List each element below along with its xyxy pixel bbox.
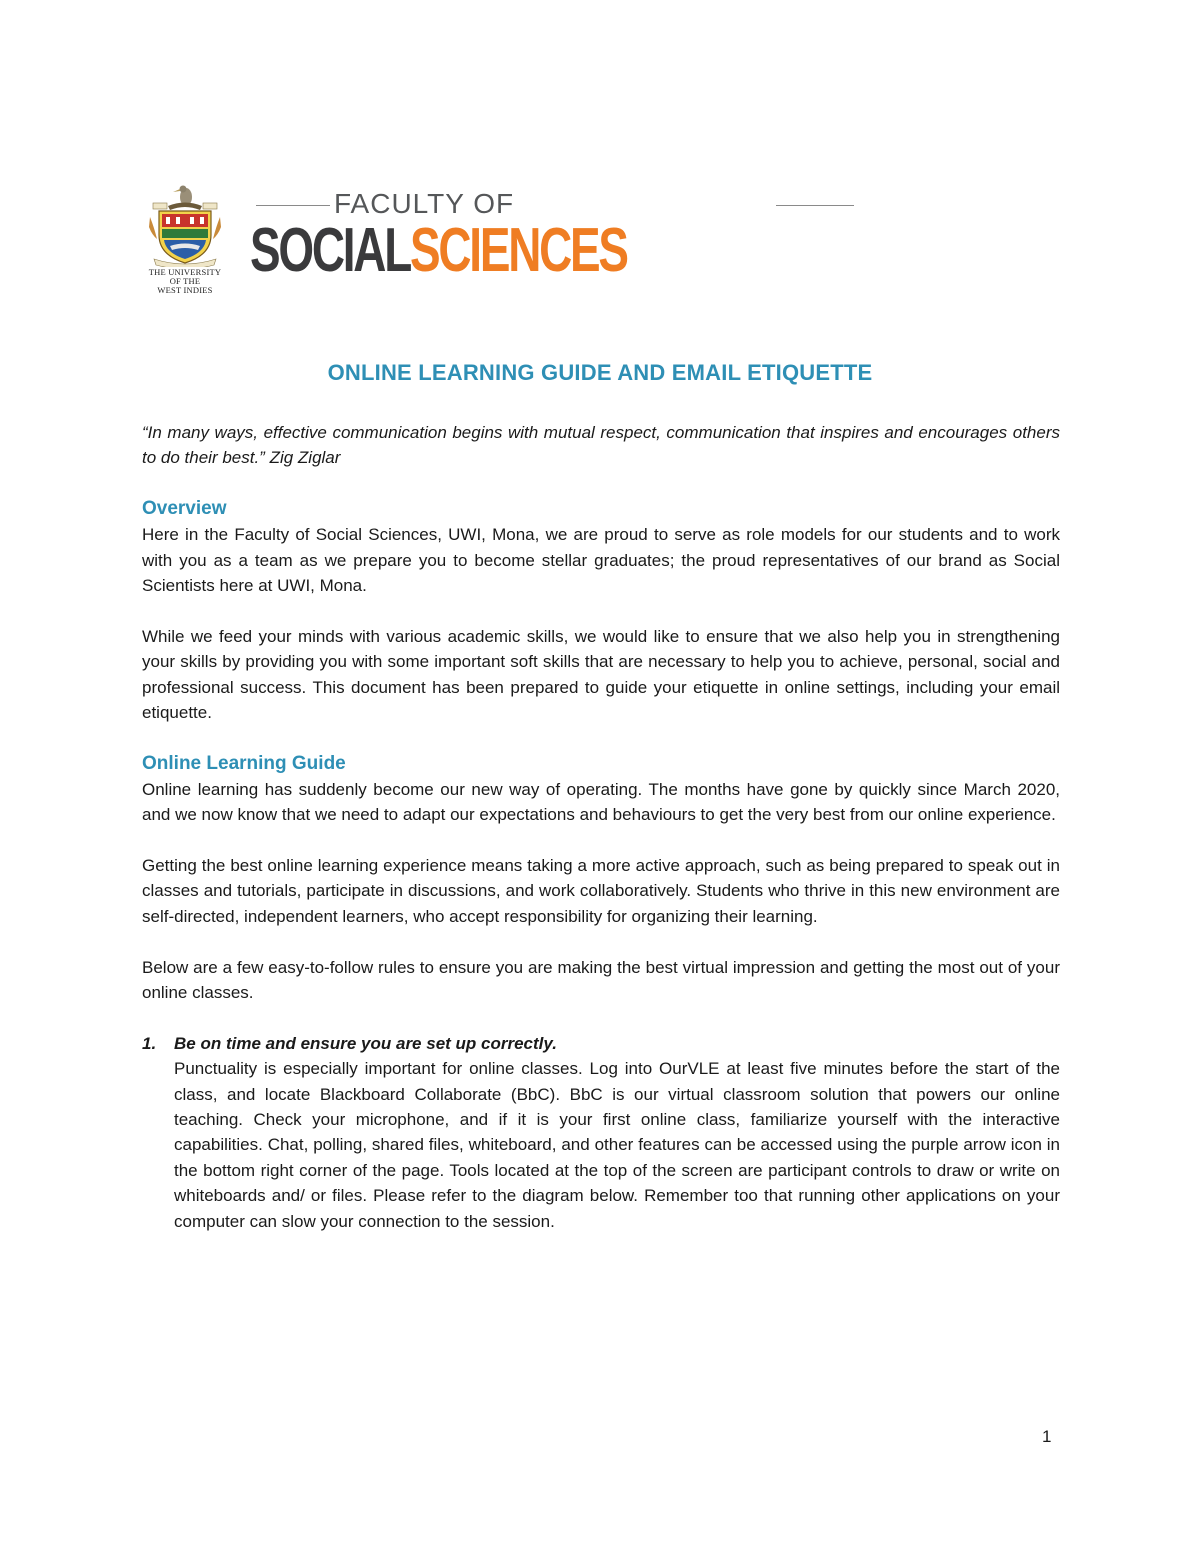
rule-number: 1. <box>142 1033 157 1053</box>
rule-body: Punctuality is especially important for online classes. Log into OurVLE at least five minutes before the start of the class, and locate Blackboard Collaborate (BbC). BbC is our virtual classroom solution that powers our online teaching. Check your microphone, and if it is your first online class, familiarize yourself with the interactive capabilities. Chat, polling, shared files, whiteboard, and other features can be accessed using the purple arrow icon in the bottom right corner of the page. Tools located at the top of the screen are participant controls to draw or write on whiteboards and/ or files. Please refer to the diagram below. Remember too that running other applications on your computer can slow your connection to the session. <box>174 1059 1060 1231</box>
faculty-wordmark-logo <box>250 188 627 288</box>
wordmark-sciences: SCIENCES <box>410 216 627 285</box>
overview-heading: Overview <box>142 498 227 520</box>
overview-paragraph-1: Here in the Faculty of Social Sciences, UWI, Mona, we are proud to serve as role models for our students and to work with you as a team as we prepare you to become stellar graduates; the proud representatives of our brand as Social Scientists here at UWI, Mona. <box>142 525 1060 596</box>
crest-university-line: THE UNIVERSITY <box>148 267 222 277</box>
overview-paragraph-2: While we feed your minds with various academic skills, we would like to ensure that we also help you in strengthening your skills by providing you with some important soft skills that are necessary to help you to achieve, personal, social and professional success. This document has been prepared to guide your etiquette in online settings, including your email etiquette. <box>142 626 1060 723</box>
online-learning-heading: Online Learning Guide <box>142 752 346 774</box>
opening-quote: “In many ways, effective communication begins with mutual respect, communication that inspires and encourages others to do their best.” Zig Ziglar <box>142 423 1060 468</box>
wordmark-social: SOCIAL <box>250 216 411 285</box>
document-title: ONLINE LEARNING GUIDE AND EMAIL ETIQUETTE <box>327 360 873 385</box>
document-body <box>142 420 1060 1234</box>
online-learning-paragraph-2: Getting the best online learning experience means taking a more active approach, such as being prepared to speak out in classes and tutorials, participate in discussions, and work collaboratively. Students who thrive in this new environment are self-directed, independent learners, who accept responsibility for organizing their learning. <box>142 856 1060 926</box>
wordmark-social-sciences <box>250 218 627 284</box>
page-number: 1 <box>1042 1427 1052 1446</box>
rule-title: Be on time and ensure you are set up correctly. <box>174 1033 557 1053</box>
crest-of-the-line: OF THE <box>169 276 201 286</box>
crest-west-indies-line: WEST INDIES <box>157 285 213 295</box>
rule-item <box>142 1031 1060 1234</box>
wordmark-rule-right <box>776 205 854 206</box>
online-learning-paragraph-3: Below are a few easy-to-follow rules to ensure you are making the best virtual impression and getting the most out of your online classes. <box>142 957 1060 1003</box>
wordmark-rule-left <box>256 205 330 206</box>
crest-emblem-icon <box>140 183 230 267</box>
uwi-crest-logo <box>140 183 230 301</box>
wordmark-faculty-of: FACULTY OF <box>334 188 515 219</box>
online-learning-paragraph-1: Online learning has suddenly become our new way of operating. The months have gone by quickly since March 2020, and we now know that we need to adapt our expectations and behaviours to get the very best from our online experience. <box>142 779 1060 825</box>
